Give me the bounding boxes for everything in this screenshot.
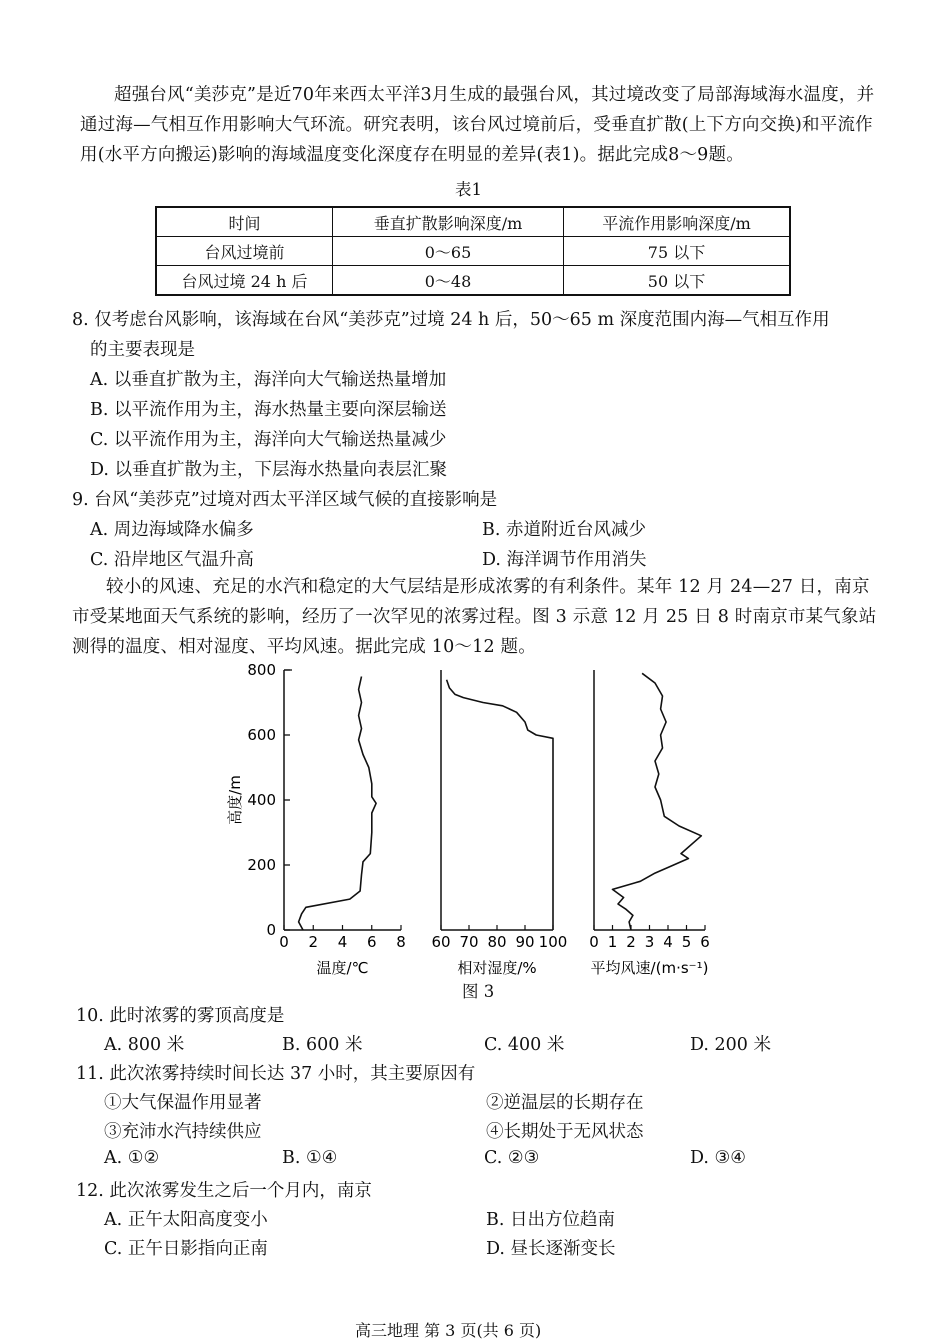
y-tick-label: 0 bbox=[266, 921, 276, 939]
x-tick-label: 2 bbox=[626, 933, 636, 951]
x-tick-label: 90 bbox=[515, 933, 535, 951]
table-cell: 台风过境 24 h 后 bbox=[156, 266, 333, 296]
profile-line-0 bbox=[299, 677, 377, 931]
page-footer: 高三地理 第 3 页(共 6 页) bbox=[355, 1321, 542, 1340]
table-1 bbox=[155, 206, 791, 296]
table-row bbox=[156, 266, 790, 296]
question-10-stem: 10. 此时浓雾的雾顶高度是 bbox=[76, 1006, 285, 1026]
figure-3-caption: 图 3 bbox=[462, 982, 495, 1001]
y-tick-label: 800 bbox=[247, 661, 276, 679]
x-tick-label: 0 bbox=[589, 933, 599, 951]
question-11-option-a: A. ①② bbox=[104, 1148, 160, 1168]
table-header-row bbox=[156, 207, 790, 237]
x-axis-label: 相对湿度/% bbox=[457, 959, 537, 977]
table-cell: 75 以下 bbox=[564, 237, 791, 266]
question-12-option-a: A. 正午太阳高度变小 bbox=[104, 1210, 268, 1230]
question-12-option-b: B. 日出方位趋南 bbox=[486, 1210, 615, 1230]
question-11-item-3: ③充沛水汽持续供应 bbox=[104, 1122, 262, 1142]
question-10-option-c: C. 400 米 bbox=[484, 1035, 565, 1055]
x-axis-label: 温度/℃ bbox=[316, 959, 369, 977]
x-tick-label: 6 bbox=[366, 933, 377, 951]
x-tick-label: 8 bbox=[396, 933, 406, 951]
table-cell: 0～65 bbox=[333, 237, 564, 266]
profile-line-2 bbox=[613, 673, 702, 930]
question-9-option-d: D. 海洋调节作用消失 bbox=[482, 550, 647, 570]
table-header-cell: 垂直扩散影响深度/m bbox=[333, 207, 564, 237]
question-8-option-a: A. 以垂直扩散为主，海洋向大气输送热量增加 bbox=[90, 370, 447, 390]
x-tick-label: 2 bbox=[308, 933, 319, 951]
x-tick-label: 1 bbox=[607, 933, 618, 951]
question-10-option-a: A. 800 米 bbox=[104, 1035, 185, 1055]
question-8-option-c: C. 以平流作用为主，海洋向大气输送热量减少 bbox=[90, 430, 447, 450]
question-9-stem: 9. 台风“美莎克”过境对西太平洋区域气候的直接影响是 bbox=[72, 490, 498, 510]
question-8-option-d: D. 以垂直扩散为主，下层海水热量向表层汇聚 bbox=[90, 460, 448, 480]
intro-paragraph-2: 较小的风速、充足的水汽和稳定的大气层结是形成浓雾的有利条件。某年 12 月 24—27 日，南京市受某地面天气系统的影响，经历了一次罕见的浓雾过程。图 3 示意 12 月 25 日 8 时南京市某气象站测得的温度、相对湿度、平均风速。据此完成 10～12 题。 bbox=[72, 577, 877, 657]
question-12-stem: 12. 此次浓雾发生之后一个月内，南京 bbox=[76, 1181, 372, 1201]
question-11-item-2: ②逆温层的长期存在 bbox=[486, 1093, 644, 1113]
table-cell: 0～48 bbox=[333, 266, 564, 296]
x-axis-label: 平均风速/(m·s⁻¹) bbox=[590, 959, 709, 977]
question-10-option-b: B. 600 米 bbox=[282, 1035, 363, 1055]
question-9-option-a: A. 周边海域降水偏多 bbox=[90, 520, 254, 540]
x-tick-label: 4 bbox=[663, 933, 673, 951]
table-header-cell: 时间 bbox=[156, 207, 333, 237]
question-8-stem: 8. 仅考虑台风影响，该海域在台风“美莎克”过境 24 h 后，50～65 m 深度范围内海—气相互作用 bbox=[72, 310, 830, 330]
question-10-option-d: D. 200 米 bbox=[690, 1035, 771, 1055]
question-11-option-c: C. ②③ bbox=[484, 1148, 540, 1168]
x-tick-label: 80 bbox=[487, 933, 507, 951]
table-1-title: 表1 bbox=[455, 180, 482, 199]
profile-line-1 bbox=[447, 680, 553, 930]
x-tick-label: 70 bbox=[459, 933, 479, 951]
table-header-cell: 平流作用影响深度/m bbox=[564, 207, 791, 237]
question-12-option-d: D. 昼长逐渐变长 bbox=[486, 1239, 616, 1259]
x-tick-label: 5 bbox=[681, 933, 692, 951]
x-tick-label: 60 bbox=[431, 933, 451, 951]
question-9-option-b: B. 赤道附近台风减少 bbox=[482, 520, 646, 540]
x-tick-label: 3 bbox=[644, 933, 655, 951]
y-tick-label: 200 bbox=[247, 856, 276, 874]
table-cell: 50 以下 bbox=[564, 266, 791, 296]
table-cell: 台风过境前 bbox=[156, 237, 333, 266]
y-axis-label: 高度/m bbox=[226, 775, 244, 825]
x-tick-label: 0 bbox=[279, 933, 289, 951]
question-11-option-d: D. ③④ bbox=[690, 1148, 746, 1168]
question-11-item-4: ④长期处于无风状态 bbox=[486, 1122, 644, 1142]
question-12-option-c: C. 正午日影指向正南 bbox=[104, 1239, 268, 1259]
x-tick-label: 100 bbox=[538, 933, 568, 951]
question-9-option-c: C. 沿岸地区气温升高 bbox=[90, 550, 254, 570]
y-tick-label: 400 bbox=[247, 791, 276, 809]
question-8-option-b: B. 以平流作用为主，海水热量主要向深层输送 bbox=[90, 400, 447, 420]
table-row bbox=[156, 237, 790, 266]
intro-paragraph-1: 超强台风“美莎克”是近70年来西太平洋3月生成的最强台风，其过境改变了局部海域海水温度，并通过海—气相互作用影响大气环流。研究表明，该台风过境前后，受垂直扩散(上下方向交换)和平流作用(水平方向搬运)影响的海域温度变化深度存在明显的差异(表1)。据此完成8～9题。 bbox=[80, 85, 875, 165]
y-tick-label: 600 bbox=[247, 726, 276, 744]
figure-3-chart bbox=[0, 660, 950, 1000]
question-11-option-b: B. ①④ bbox=[282, 1148, 338, 1168]
x-tick-label: 4 bbox=[337, 933, 348, 951]
question-11-stem: 11. 此次浓雾持续时间长达 37 小时，其主要原因有 bbox=[76, 1064, 476, 1084]
question-8-stem-cont: 的主要表现是 bbox=[90, 340, 195, 360]
x-tick-label: 6 bbox=[700, 933, 710, 951]
question-11-item-1: ①大气保温作用显著 bbox=[104, 1093, 262, 1113]
